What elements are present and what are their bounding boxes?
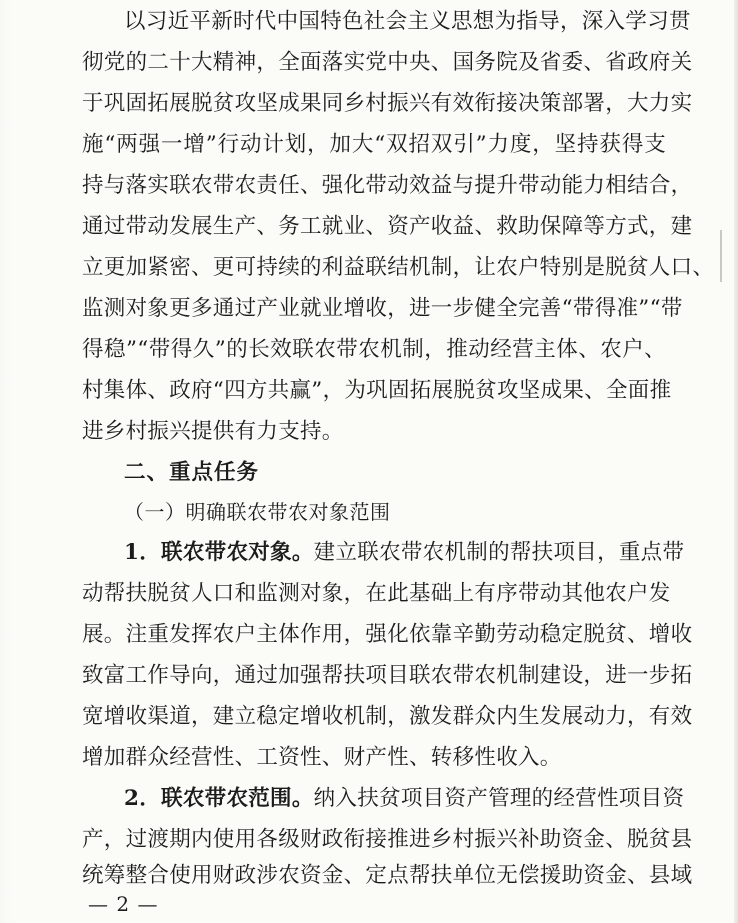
body-line: 村集体、政府“四方共赢”，为巩固拓展脱贫攻坚成果、全面推 xyxy=(82,378,672,403)
section-heading: 二、重点任务 xyxy=(124,460,260,485)
item-2-lead: 2．联农带农范围。 xyxy=(124,786,314,811)
item-2-text: 纳入扶贫项目资产管理的经营性项目资 xyxy=(313,786,685,811)
page-number: — 2 — xyxy=(88,892,159,916)
body-line: 立更加紧密、更可持续的利益联结机制，让农户特别是脱贫人口、 xyxy=(82,255,715,280)
body-line: 宽增收渠道，建立稳定增收机制，激发群众内生发展动力，有效 xyxy=(82,704,693,729)
item-2-first-line xyxy=(124,780,685,818)
subsection-heading: （一）明确联农带农对象范围 xyxy=(124,500,391,524)
body-line: 动帮扶脱贫人口和监测对象，在此基础上有序带动其他农户发 xyxy=(82,581,671,606)
body-line: 产，过渡期内使用各级财政衔接推进乡村振兴补助资金、脱贫县 xyxy=(82,827,693,852)
body-line: 统筹整合使用财政涉农资金、定点帮扶单位无偿援助资金、县域 xyxy=(82,863,693,888)
scan-mark xyxy=(720,230,722,282)
body-line: 以习近平新时代中国特色社会主义思想为指导，深入学习贯 xyxy=(124,9,691,34)
item-1-first-line xyxy=(124,534,685,572)
body-line: 通过带动发展生产、务工就业、资产收益、救助保障等方式，建 xyxy=(82,214,693,239)
body-line: 彻党的二十大精神，全面落实党中央、国务院及省委、省政府关 xyxy=(82,50,693,75)
body-line: 监测对象更多通过产业就业增收，进一步健全完善“带得准”“带 xyxy=(82,296,683,321)
body-line: 施“两强一增”行动计划，加大“双招双引”力度，坚持获得支 xyxy=(82,132,666,157)
body-line: 得稳”“带得久”的长效联农带农机制，推动经营主体、农户、 xyxy=(82,337,666,362)
page-edge xyxy=(734,0,738,923)
body-line: 于巩固拓展脱贫攻坚成果同乡村振兴有效衔接决策部署，大力实 xyxy=(82,91,693,116)
body-line: 致富工作导向，通过加强帮扶项目联农带农机制建设，进一步拓 xyxy=(82,663,693,688)
body-line: 进乡村振兴提供有力支持。 xyxy=(82,419,344,444)
body-line: 展。注重发挥农户主体作用，强化依靠辛勤劳动稳定脱贫、增收 xyxy=(82,622,693,647)
item-1-lead: 1．联农带农对象。 xyxy=(124,540,314,565)
item-1-text: 建立联农带农机制的帮扶项目，重点带 xyxy=(313,540,685,565)
body-line: 增加群众经营性、工资性、财产性、转移性收入。 xyxy=(82,745,562,770)
body-line: 持与落实联农带农责任、强化带动效益与提升带动能力相结合， xyxy=(82,173,693,198)
